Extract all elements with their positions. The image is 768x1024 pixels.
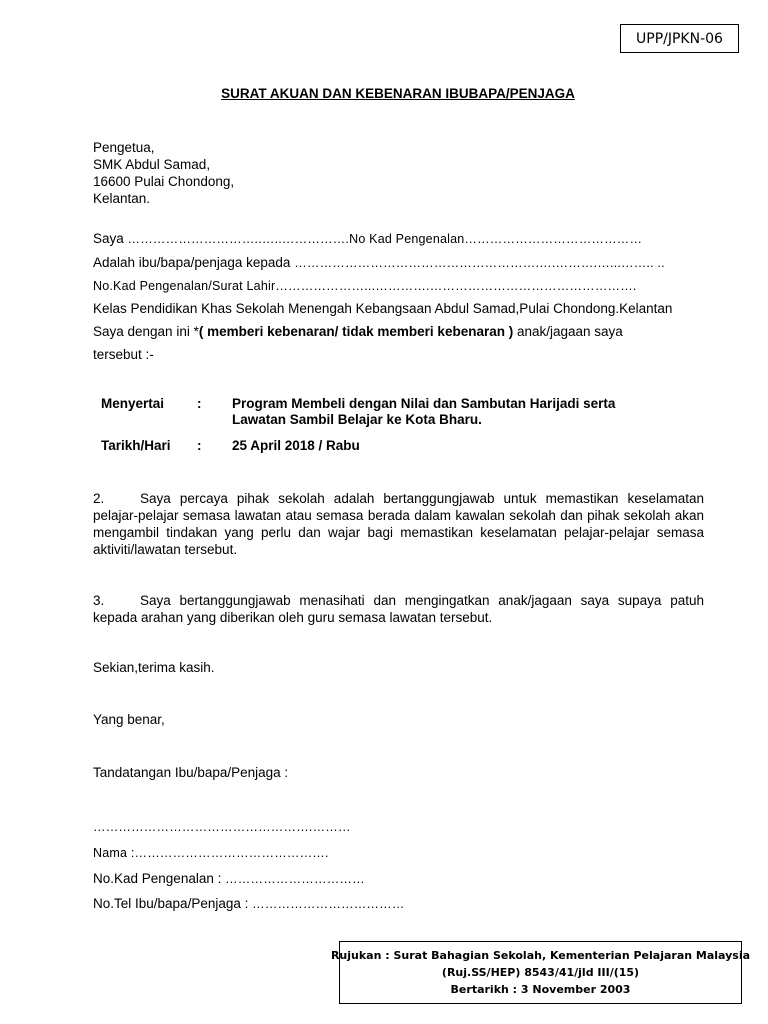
yang-benar-text: Yang benar, [93,712,165,727]
tarikh-colon: : [197,438,202,453]
parent-of-line [93,255,665,270]
permission-prefix: Saya dengan ini * [93,324,199,339]
recipient-address [93,139,234,207]
parent-of-label: Adalah ibu/bapa/penjaga kepada [93,255,295,270]
address-line: SMK Abdul Samad, [93,157,211,172]
document-title: SURAT AKUAN DAN KEBENARAN IBUBAPA/PENJAGA [221,86,575,101]
reference-line: (Ruj.SS/HEP) 8543/41/jld III/(15) [441,966,640,979]
paragraph-2 [93,490,704,558]
program-name-line: Program Membeli dengan Nilai dan Sambutan Harijadi serta [232,396,616,411]
address-line: 16600 Pulai Chondong, [93,174,235,189]
reference-line: Rujukan : Surat Bahagian Sekolah, Kementerian Pelajaran Malaysia [330,949,751,962]
saya-label: Saya [93,231,128,246]
permission-suffix: anak/jagaan saya [513,324,623,339]
phone-dots: ……………………………… [252,897,405,911]
tersebut-line: tersebut :- [93,347,154,362]
paragraph-text: Saya bertanggungjawab menasihati dan mengingatkan anak/jagaan saya supaya patuh kepada arahan yang diberikan oleh guru semasa lawatan tersebut. [93,593,704,625]
name-fill-dots: …………………………..…..……………. [127,232,350,246]
phone-line [93,896,405,911]
form-code-box [620,24,739,53]
class-line: Kelas Pendidikan Khas Sekolah Menengah Kebangsaan Abdul Samad,Pulai Chondong.Kelantan [93,301,673,316]
ic-line [93,871,365,886]
form-code: UPP/JPKN-06 [636,30,723,47]
ic-label: No Kad Pengenalan [349,232,465,246]
menyertai-label: Menyertai [101,396,165,411]
address-line: Pengetua, [93,140,155,155]
menyertai-colon: : [197,396,202,411]
signature-line-dots: …………………………………………….……… [93,820,351,834]
tarikh-label: Tarikh/Hari [101,438,171,453]
child-ic-label: No.Kad Pengenalan/Surat Lahir [93,279,276,293]
tarikh-value: 25 April 2018 / Rabu [232,438,360,453]
paragraph-number: 2. [93,491,105,506]
phone-label: No.Tel Ibu/bapa/Penjaga : [93,896,253,911]
paragraph-3 [93,592,704,626]
ic-fill-dots: …………………………………… [464,232,643,246]
child-name-dots: ………………………………………………….….……….…...…….. .. [294,256,665,270]
child-ic-line [93,278,637,293]
paragraph-text: Saya percaya pihak sekolah adalah bertanggungjawab untuk memastikan keselamatan pelajar-pelajar semasa lawatan atau semasa berada dalam kawalan sekolah dan pihak sekolah akan mengambil tindakan yang perlu dan wajar bagi memastikan keselamatan pelajar-pelajar semasa aktiviti/lawatan tersebut. [93,491,704,557]
permission-choice: ( memberi kebenaran/ tidak memberi kebenaran ) [198,324,514,339]
nama-label: Nama : [93,846,135,860]
address-line: Kelantan. [93,191,151,206]
name-ic-line [93,231,642,246]
menyertai-value [232,396,615,428]
name-line [93,845,329,860]
program-name-line: Lawatan Sambil Belajar ke Kota Bharu. [232,412,482,427]
paragraph-number: 3. [93,593,105,608]
nama-dots: ………………………………………. [134,846,329,860]
reference-box [330,941,751,1004]
signature-label: Tandatangan Ibu/bapa/Penjaga : [93,765,289,780]
permission-line [93,324,623,339]
child-ic-dots: …………………...………….…………………………………………. [275,279,637,293]
ic-number-label: No.Kad Pengenalan : [93,871,226,886]
closing-text: Sekian,terima kasih. [93,660,215,675]
ic-number-dots: …………………………… [225,872,365,886]
reference-line: Bertarikh : 3 November 2003 [450,983,631,996]
